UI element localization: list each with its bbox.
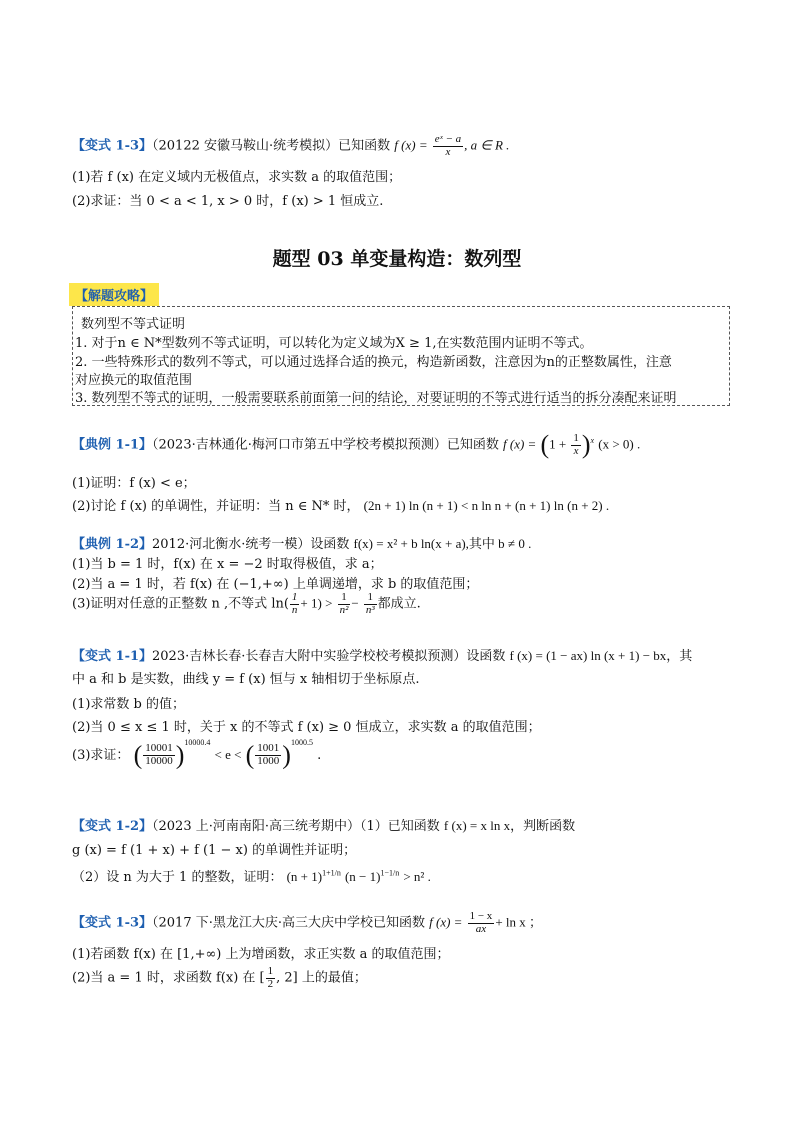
problem-e12-q2: (2)当 a = 1 时，若 f(x) 在 (−1,+∞) 上单调递增，求 b 的取值范围； [72,577,479,592]
problem-tag: 【典例 1-1】 [72,437,153,453]
strategy-line-4: 3. 数列型不等式的证明，一般需要联系前面第一问的结论，对要证明的不等式进行适当的拆分凑配来证明 [75,391,677,406]
problem-e11-q2: (2)讨论 f (x) 的单调性，并证明：当 n ∈ N* 时， (2n + 1) ln (n + 1) < n ln n + (n + 1) ln (n + 2) . [72,498,610,514]
problem-e12-q1: (1)当 b = 1 时，f(x) 在 x = −2 时取得极值，求 a； [72,557,383,572]
math-exponent: x [590,436,595,446]
problem-tag: 【变式 1-1】 [72,649,153,664]
problem-source: （20122 安徽马鞍山·统考模拟）已知函数 [152,138,391,154]
problem-v13-header [72,134,509,158]
math-fx: f(x) = x² + b ln(x + a),其中 b ≠ 0 . [353,536,532,551]
problem-v11-q1: (1)求常数 b 的值； [72,697,186,712]
strategy-line-3: 对应换元的取值范围 [75,373,193,388]
problem-tag: 【变式 1-2】 [72,819,153,834]
problem-source: （2017 下·黑龙江大庆·高三大庆中学校已知函数 [152,915,425,931]
problem-source: （2023 上·河南南阳·高三统考期中）（1）已知函数 [152,819,440,834]
problem-tag: 【变式 1-3】 [72,138,153,154]
problem-v13b-header [72,911,542,935]
math-fraction: $\frac{1 - x}{ax}$ [469,910,493,935]
problem-tag: 【典例 1-2】 [72,537,153,552]
math-inner: 1 + [549,436,567,452]
strategy-line-intro: 数列型不等式证明 [81,317,186,332]
problem-source: （2023·吉林通化·梅河口市第五中学校考模拟预测）已知函数 [152,437,499,453]
problem-v13b-q2: (2)当 a = 1 时，求函数 f(x) 在 [ $\frac{1}{2}$ , 2] 上的最值； [72,965,367,990]
math-fx: f (x) = x ln x，判断函数 [443,818,576,833]
math-fx: f (x) = [429,914,463,930]
problem-e12-header [72,533,531,552]
section-title: 题型 03 单变量构造：数列型 [272,248,522,270]
math-fx: f (x) = [503,436,537,452]
problem-source: 2012·河北衡水·统考一模）设函数 [152,537,350,552]
problem-v13-q1: (1)若 f (x) 在定义域内无极值点，求实数 a 的取值范围； [72,170,402,185]
problem-v12-q2: （2）设 n 为大于 1 的整数，证明： $(n + 1)^{1+1/n}$ $(n - 1)^{1-1/n} > n^2$ . [72,868,431,885]
math-fx: f (x) = (1 − ax) ln (x + 1) − bx，其 [509,648,693,663]
problem-v11-q2: (2)当 0 ≤ x ≤ 1 时，关于 x 的不等式 f (x) ≥ 0 恒成立，求实数 a 的取值范围； [72,720,541,735]
problem-v11-header [72,645,692,664]
problem-v13b-q1: (1)若函数 f(x) 在 [1,+∞) 上为增函数，求正实数 a 的取值范围； [72,947,450,962]
problem-v13-q2: (2)求证：当 0 < a < 1, x > 0 时，f (x) > 1 恒成立. [72,194,384,209]
problem-e12-q3: (3)证明对任意的正整数 n ,不等式 ln( $\frac{1}{n}$ + 1) > $\frac{1}{\text{n²}}$ − $\frac{1}{\text{n³}}$ 都成立. [72,591,421,616]
problem-tag: 【变式 1-3】 [72,915,153,931]
problem-e11-header: 【典例 1-1】（2023·吉林通化·梅河口市第五中学校考模拟预测）已知函数 f (x) = (1 + $\frac{1}{x}$ )$^x$ (x > 0) . [72,430,641,459]
strategy-line-2: 2. 一些特殊形式的数列不等式，可以通过选择合适的换元，构造新函数，注意因为n的正整数属性，注意 [75,355,672,370]
problem-v11-cont: 中 a 和 b 是实数，曲线 y = f (x) 恒与 x 轴相切于坐标原点. [72,672,420,687]
strategy-box [72,306,730,406]
strategy-line-1: 1. 对于n ∈ N*型数列不等式证明，可以转化为定义域为X ≥ 1,在实数范围内证明不等式。 [75,336,593,351]
math-condition: (x > 0) . [598,436,641,452]
math-tail: , a ∈ R . [464,137,510,153]
problem-e11-q1: (1)证明：f (x) < e； [72,476,196,491]
problem-v11-q3: (3)求证： ( $\frac{10001}{10000}$ )$^{10000.4}$ < e < ( $\frac{1001}{1000}$ )$^{1000.5}$ . [72,738,322,770]
strategy-label: 【解题攻略】 [69,283,159,306]
problem-v12-g: g (x) = f (1 + x) + f (1 − x) 的单调性并证明； [72,843,357,858]
problem-v12-header [72,815,575,834]
math-fraction: $\frac{\text{eˣ − a}}{x}$ [434,133,462,158]
math-fraction: $\frac{1}{x}$ [573,431,579,457]
math-fx: f (x) = [394,137,428,153]
problem-source: 2023·吉林长春·长春吉大附中实验学校校考模拟预测）设函数 [152,649,506,664]
math-tail: + ln x ； [495,914,543,930]
